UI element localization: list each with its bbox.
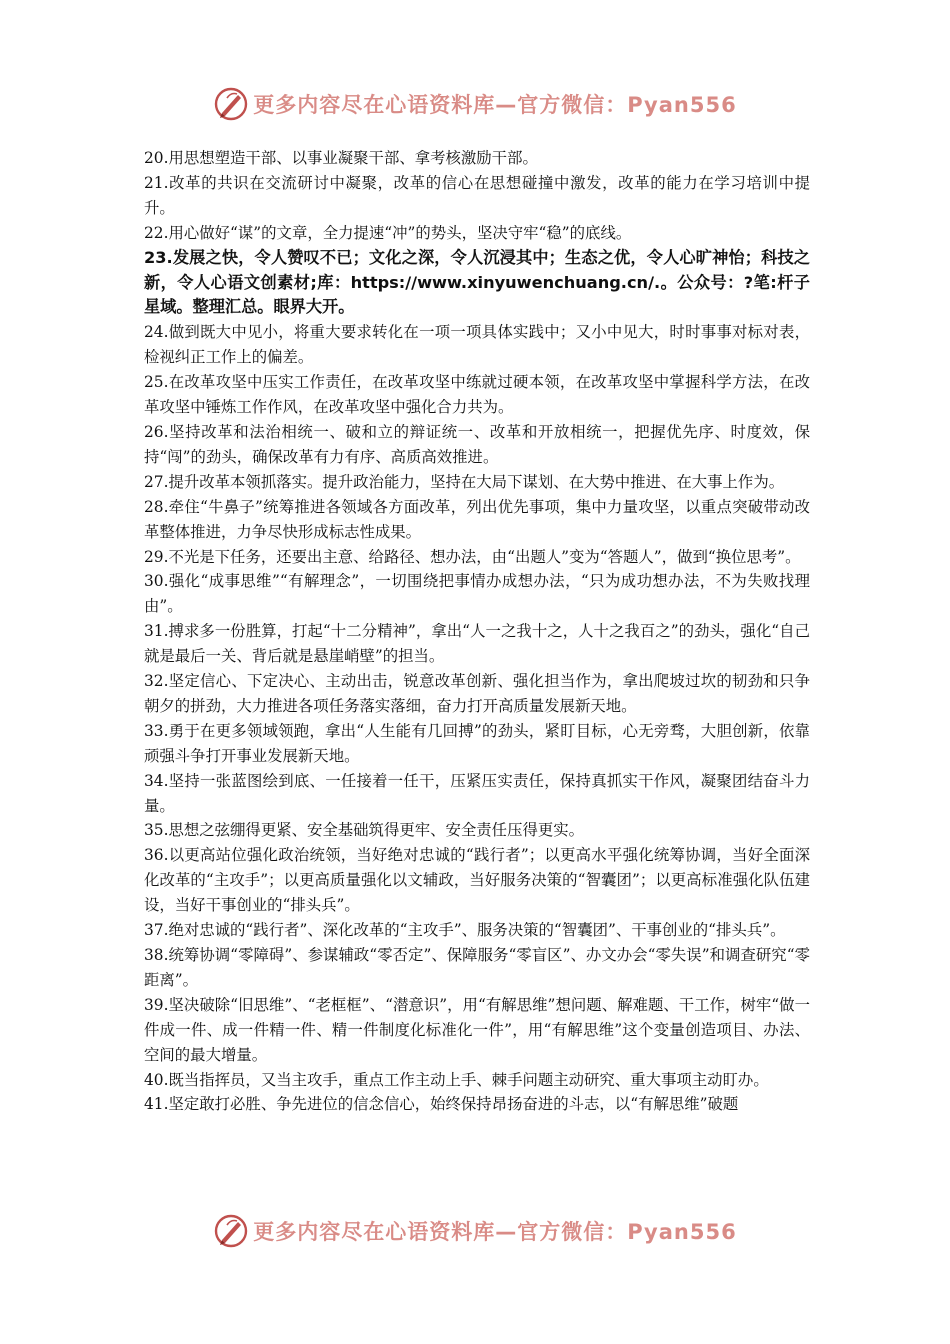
paragraph: 24.做到既大中见小，将重大要求转化在一项一项具体实践中；又小中见大，时时事事对标对表，检视纠正工作上的偏差。 bbox=[144, 323, 810, 367]
paragraph: 34.坚持一张蓝图绘到底、一任接着一任干，压紧压实责任，保持真抓实干作风，凝聚团结奋斗力量。 bbox=[144, 771, 810, 815]
paragraph: 30.强化“成事思维”“有解理念”，一切围绕把事情办成想办法，“只为成功想办法，不为失败找理由”。 bbox=[144, 572, 810, 616]
footer-banner-text: 更多内容尽在心语资料库—官方微信：Pyan556 bbox=[253, 1220, 737, 1244]
paragraph: 23.发展之快，令人赞叹不已；文化之深，令人沉浸其中；生态之优，令人心旷神怡；科技之新，令人心语文创素材;库：https://www.xinyuwenchuang.cn/.。公众号：?笔:杆子星域。整理汇总。眼界大开。 bbox=[144, 247, 810, 317]
document-body bbox=[144, 146, 810, 1117]
paragraph: 33.勇于在更多领域领跑，拿出“人生能有几回搏”的劲头，紧盯目标，心无旁骛，大胆创新，依靠顽强斗争打开事业发展新天地。 bbox=[144, 721, 810, 765]
paragraph: 37.绝对忠诚的“践行者”、深化改革的“主攻手”、服务决策的“智囊团”、干事创业的“排头兵”。 bbox=[144, 921, 786, 940]
paragraph: 32.坚定信心、下定决心、主动出击，锐意改革创新、强化担当作为，拿出爬坡过坎的韧劲和只争朝夕的拼劲，大力推进各项任务落实落细，奋力打开高质量发展新天地。 bbox=[144, 672, 810, 715]
paragraph: 31.搏求多一份胜算，打起“十二分精神”，拿出“人一之我十之，人十之我百之”的劲头，强化“自己就是最后一关、背后就是悬崖峭壁”的担当。 bbox=[144, 622, 810, 666]
paragraph: 28.牵住“牛鼻子”统筹推进各领域各方面改革，列出优先事项，集中力量攻坚，以重点突破带动改革整体推进，力争尽快形成标志性成果。 bbox=[144, 497, 810, 541]
paragraph: 25.在改革攻坚中压实工作责任，在改革攻坚中练就过硬本领，在改革攻坚中掌握科学方法，在改革攻坚中锤炼工作作风，在改革攻坚中强化合力共为。 bbox=[144, 373, 810, 417]
paragraph: 26.坚持改革和法治相统一、破和立的辩证统一、改革和开放相统一，把握优先序、时度效，保持“闯”的劲头，确保改革有力有序、高质高效推进。 bbox=[144, 422, 810, 466]
pen-logo-icon bbox=[213, 1213, 249, 1249]
paragraph: 35.思想之弦绷得更紧、安全基础筑得更牢、安全责任压得更实。 bbox=[144, 821, 585, 840]
paragraph: 29.不光是下任务，还要出主意、给路径、想办法，由“出题人”变为“答题人”，做到“换位思考”。 bbox=[144, 547, 801, 566]
paragraph: 39.坚决破除“旧思维”、“老框框”、“潜意识”，用“有解思维”想问题、解难题、干工作，树牢“做一件成一件、成一件精一件、精一件制度化标准化一件”，用“有解思维”这个变量创造项目、办法、空间的最大增量。 bbox=[144, 995, 810, 1064]
paragraph: 38.统筹协调“零障碍”、参谋辅政“零否定”、保障服务“零盲区”、办文办会“零失误”和调查研究“零距离”。 bbox=[144, 946, 810, 989]
paragraph: 36.以更高站位强化政治统领，当好绝对忠诚的“践行者”；以更高水平强化统筹协调，当好全面深化改革的“主攻手”；以更高质量强化以文辅政，当好服务决策的“智囊团”；以更高标准强化队伍建设，当好干事创业的“排头兵”。 bbox=[144, 846, 810, 915]
paragraph: 21.改革的共识在交流研讨中凝聚，改革的信心在思想碰撞中激发，改革的能力在学习培训中提升。 bbox=[144, 173, 810, 217]
paragraph: 22.用心做好“谋”的文章，全力提速“冲”的势头，坚决守牢“稳”的底线。 bbox=[144, 223, 632, 242]
paragraph: 41.坚定敢打必胜、争先进位的信念信心，始终保持昂扬奋进的斗志，以“有解思维”破题 bbox=[144, 1095, 739, 1114]
pen-logo-icon bbox=[213, 86, 249, 122]
paragraph: 40.既当指挥员，又当主攻手，重点工作主动上手、棘手问题主动研究、重大事项主动盯办。 bbox=[144, 1070, 769, 1089]
paragraph: 27.提升改革本领抓落实。提升政治能力，坚持在大局下谋划、在大势中推进、在大事上作为。 bbox=[144, 472, 785, 491]
header-banner-text: 更多内容尽在心语资料库—官方微信：Pyan556 bbox=[253, 93, 737, 117]
header-banner bbox=[0, 84, 950, 124]
paragraph: 20.用思想塑造干部、以事业凝聚干部、拿考核激励干部。 bbox=[144, 149, 538, 167]
footer-banner bbox=[0, 1211, 950, 1251]
